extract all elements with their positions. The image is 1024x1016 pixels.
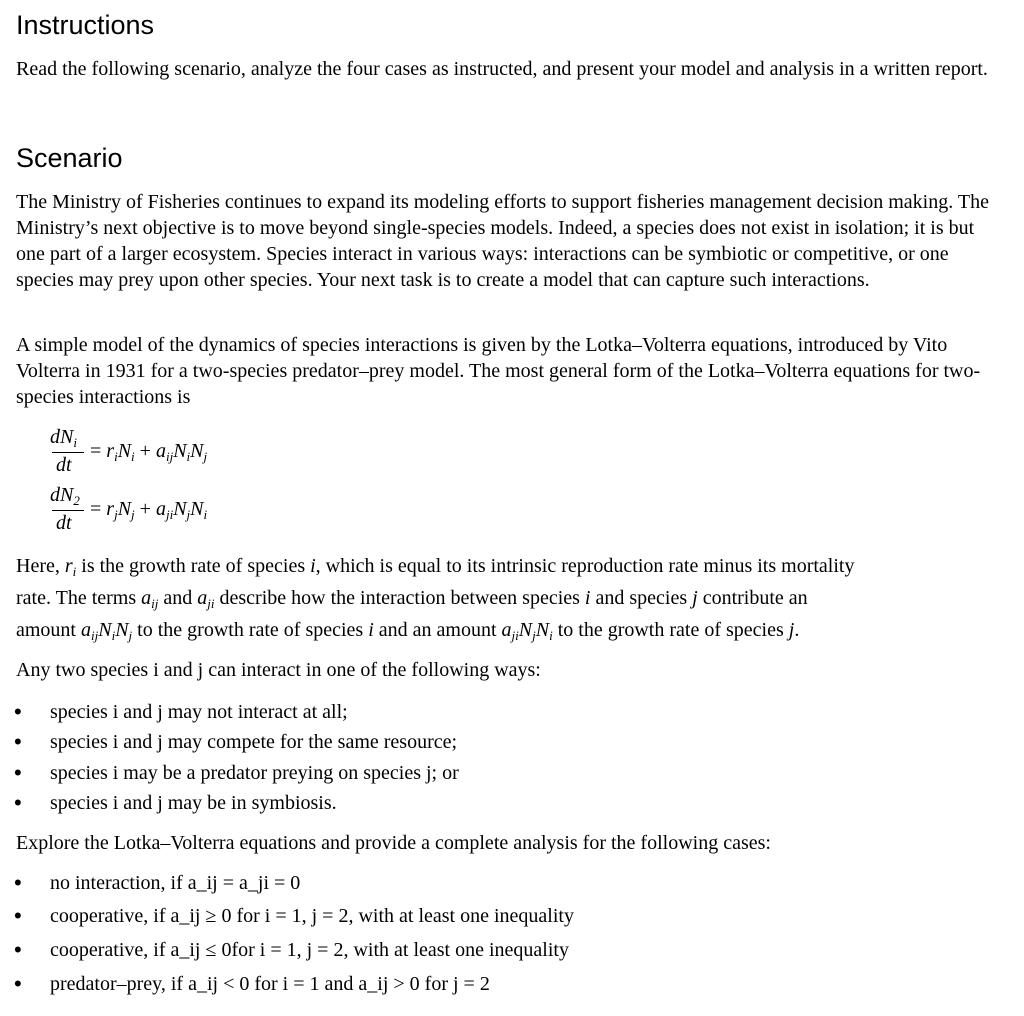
any-two-species-text: Any two species i and j can interact in one of the following ways: [16, 659, 541, 681]
list-item: • species i and j may be in symbiosis. [50, 790, 337, 816]
list-item: • species i may be a predator preying on species j; or [50, 760, 459, 786]
list-item: • no interaction, if a_ij = a_ji = 0 [50, 870, 300, 896]
scenario-para-2: A simple model of the dynamics of species interactions is given by the Lotka–Volterra equations, introduced by Vito Volterra in 1931 for a two-species predator–prey model. The most general form of the Lotka–Volterra equations for two-species interactions is [16, 334, 981, 408]
instructions-heading: Instructions [16, 10, 155, 40]
growth-rate-paragraph: Here, $r_i$ is the growth rate of species i, which is equal to its intrinsic reproduction rate minus its mortality rate. The terms $a_{ij}$ and $a_{ji}$ describe how the interaction between species i and species j contribute an amount $a_{ij}N_iN_j$ to the growth rate of species i and an amount $a_{ji}N_jN_i$ to the growth rate of species j. [16, 555, 855, 643]
list-item: • cooperative, if a_ij ≤ 0for i = 1, j = 2, with at least one inequality [50, 937, 569, 963]
explore-text: Explore the Lotka–Volterra equations and provide a complete analysis for the following cases: [16, 832, 771, 854]
equation-1-rhs: = $r_iN_i + a_{ij}N_iN_j$ [90, 440, 208, 464]
list-item: • predator–prey, if a_ij < 0 for i = 1 and a_ij > 0 for j = 2 [50, 971, 490, 997]
instructions-body: Read the following scenario, analyze the four cases as instructed, and present your model and analysis in a written report. [16, 58, 988, 80]
scenario-heading: Scenario [16, 143, 123, 173]
equation-2-rhs: = $r_jN_j + a_{ji}N_jN_i$ [90, 498, 208, 522]
document-page: Instructions Read the following scenario, analyze the four cases as instructed, and present your model and analysis in a written report. Scenario The Ministry of Fisheries continues to expand its modeling efforts to support fisheries management decision making. The Ministry’s next objective is to move beyond single-species models. Indeed, a species does not exist in isolation; it is but one part of a larger ecosystem. Species interact in various ways: interactions can be symbiotic or competitive, or one species may prey upon other species. Your next task is to create a model that can capture such interactions. A simple model of the dynamics of species interactions is given by the Lotka–Volterra equations, introduced by Vito Volterra in 1931 for a two-species predator–prey model. The most general form of the Lotka–Volterra equations for two-species interactions is $dN_i$ dt = $r_iN_i + a_{ij}N_iN_j$ $dN_2$ dt = $r_jN_j + a_{ji}N_jN_i$ Here, $r_i$ is the growth rate of species i, which is equal to its intrinsic reproduction rate minus its mortality rate. The terms $a_{ij}$ and $a_{ji}$ describe how the interaction between species i and species j contribute an amount $a_{ij}N_iN_j$ to the growth rate of species i and an amount $a_{ji}N_jN_i$ to the growth rate of species j. Any two species i and j can interact in one of the following ways: • species i and j may not interact at all; • species i and j may compete for the same resource; • species i may be a predator preying on species j; or • species i and j may be in symbiosis. Explore the Lotka–Volterra equations and provide a complete analysis for the following cases: • no interaction, if a_ij = a_ji = 0 • cooperative, if a_ij ≥ 0 for i = 1, j = 2, with at least one inequality • cooperative, if a_ij ≤ 0for i = 1, j = 2, with at least one inequality • predator–prey, if a_ij < 0 for i = 1 and a_ij > 0 for j = 2 [0, 0, 1024, 1016]
list-item: • species i and j may compete for the same resource; [50, 729, 457, 755]
list-item: • cooperative, if a_ij ≥ 0 for i = 1, j = 2, with at least one inequality [50, 903, 574, 929]
scenario-para-1: The Ministry of Fisheries continues to expand its modeling efforts to support fisheries management decision making. The Ministry’s next objective is to move beyond single-species models. Indeed, a species does not exist in isolation; it is but one part of a larger ecosystem. Species interact in various ways: interactions can be symbiotic or competitive, or one species may prey upon other species. Your next task is to create a model that can capture such interactions. [16, 191, 989, 291]
list-item: • species i and j may not interact at all; [50, 699, 348, 725]
